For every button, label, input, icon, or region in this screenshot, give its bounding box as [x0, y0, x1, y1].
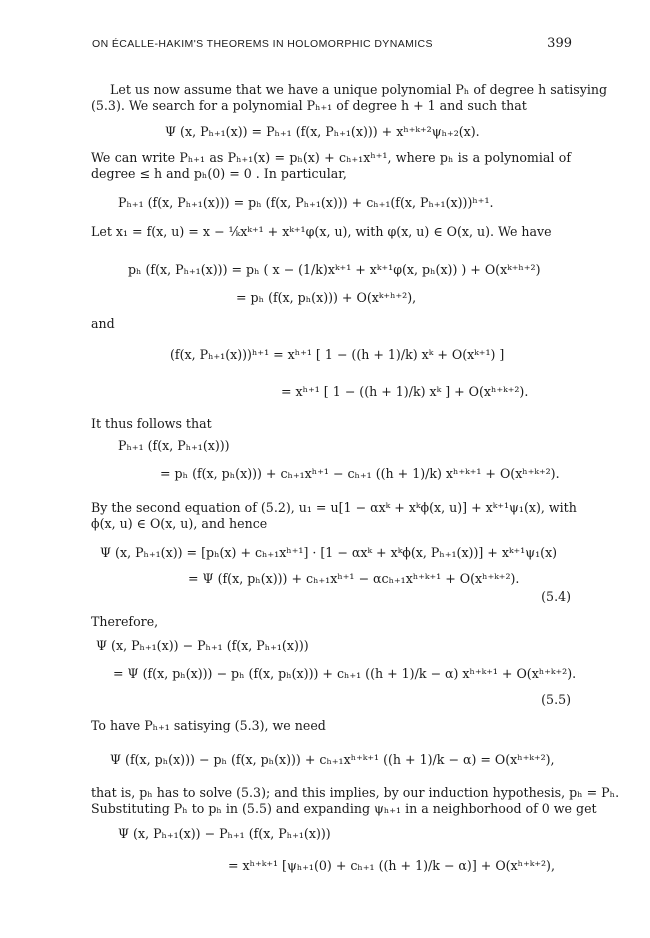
- equation-line: pₕ (f(x, Pₕ₊₁(x))) = pₕ ( x − (1/k)xᵏ⁺¹ + xᵏ⁺¹φ(x, pₕ(x)) ) + O(xᵏ⁺ʰ⁺²): [128, 262, 541, 277]
- text-line: that is, pₕ has to solve (5.3); and this implies, by our induction hypothesis, pₕ = Pₕ.: [91, 785, 620, 800]
- equation-line: Pₕ₊₁ (f(x, Pₕ₊₁(x))) = pₕ (f(x, Pₕ₊₁(x))) + cₕ₊₁(f(x, Pₕ₊₁(x)))ʰ⁺¹.: [118, 195, 494, 210]
- equation-line: = pₕ (f(x, pₕ(x))) + cₕ₊₁xʰ⁺¹ − cₕ₊₁ ((h + 1)/k) xʰ⁺ᵏ⁺¹ + O(xʰ⁺ᵏ⁺²).: [160, 466, 560, 481]
- equation-line: Ψ (x, Pₕ₊₁(x)) = Pₕ₊₁ (f(x, Pₕ₊₁(x))) + xʰ⁺ᵏ⁺²ψₕ₊₂(x).: [165, 124, 480, 139]
- equation-line: = Ψ (f(x, pₕ(x))) − pₕ (f(x, pₕ(x))) + cₕ₊₁ ((h + 1)/k − α) xʰ⁺ᵏ⁺¹ + O(xʰ⁺ᵏ⁺²).: [113, 666, 577, 681]
- text-line: Therefore,: [91, 614, 159, 629]
- text-line: We can write Pₕ₊₁ as Pₕ₊₁(x) = pₕ(x) + cₕ₊₁xʰ⁺¹, where pₕ is a polynomial of: [91, 150, 571, 165]
- text-line: It thus follows that: [91, 416, 212, 431]
- text-line: By the second equation of (5.2), u₁ = u[1 − αxᵏ + xᵏϕ(x, u)] + xᵏ⁺¹ψ₁(x), with: [91, 500, 577, 515]
- equation-line: = xʰ⁺ᵏ⁺¹ [ψₕ₊₁(0) + cₕ₊₁ ((h + 1)/k − α)] + O(xʰ⁺ᵏ⁺²),: [228, 858, 555, 873]
- text-line: (5.3). We search for a polynomial Pₕ₊₁ of degree h + 1 and such that: [91, 98, 527, 113]
- equation-line: (f(x, Pₕ₊₁(x)))ʰ⁺¹ = xʰ⁺¹ [ 1 − ((h + 1)/k) xᵏ + O(xᵏ⁺¹) ]: [170, 347, 505, 362]
- text-line: and: [91, 316, 115, 331]
- equation-number: (5.4): [541, 589, 571, 604]
- page-number: 399: [547, 36, 572, 51]
- text-line: Substituting Pₕ to pₕ in (5.5) and expanding ψₕ₊₁ in a neighborhood of 0 we get: [91, 801, 597, 816]
- equation-line: Ψ (f(x, pₕ(x))) − pₕ (f(x, pₕ(x))) + cₕ₊₁xʰ⁺ᵏ⁺¹ ((h + 1)/k − α) = O(xʰ⁺ᵏ⁺²),: [110, 752, 555, 767]
- text-line: degree ≤ h and pₕ(0) = 0 . In particular,: [91, 166, 347, 181]
- equation-number: (5.5): [541, 692, 571, 707]
- text-line: ϕ(x, u) ∈ O(x, u), and hence: [91, 516, 268, 531]
- equation-line: = pₕ (f(x, pₕ(x))) + O(xᵏ⁺ʰ⁺²),: [236, 290, 417, 305]
- running-header: [92, 38, 572, 54]
- equation-line: Pₕ₊₁ (f(x, Pₕ₊₁(x))): [118, 438, 230, 453]
- equation-line: Ψ (x, Pₕ₊₁(x)) − Pₕ₊₁ (f(x, Pₕ₊₁(x))): [118, 826, 331, 841]
- equation-line: = Ψ (f(x, pₕ(x))) + cₕ₊₁xʰ⁺¹ − αcₕ₊₁xʰ⁺ᵏ⁺¹ + O(xʰ⁺ᵏ⁺²).: [188, 571, 520, 586]
- text-line: Let us now assume that we have a unique polynomial Pₕ of degree h satisying: [110, 82, 608, 97]
- equation-line: Ψ (x, Pₕ₊₁(x)) − Pₕ₊₁ (f(x, Pₕ₊₁(x))): [96, 638, 309, 653]
- equation-line: = xʰ⁺¹ [ 1 − ((h + 1)/k) xᵏ ] + O(xʰ⁺ᵏ⁺²).: [281, 384, 529, 399]
- text-line: Let x₁ = f(x, u) = x − ¹⁄ₖxᵏ⁺¹ + xᵏ⁺¹φ(x, u), with φ(x, u) ∈ O(x, u). We have: [91, 224, 552, 239]
- text-line: To have Pₕ₊₁ satisying (5.3), we need: [91, 718, 326, 733]
- running-title: ON ÉCALLE-HAKIM'S THEOREMS IN HOLOMORPHIC DYNAMICS: [92, 38, 433, 50]
- equation-line: Ψ (x, Pₕ₊₁(x)) = [pₕ(x) + cₕ₊₁xʰ⁺¹] · [1 − αxᵏ + xᵏϕ(x, Pₕ₊₁(x))] + xᵏ⁺¹ψ₁(x): [100, 545, 558, 560]
